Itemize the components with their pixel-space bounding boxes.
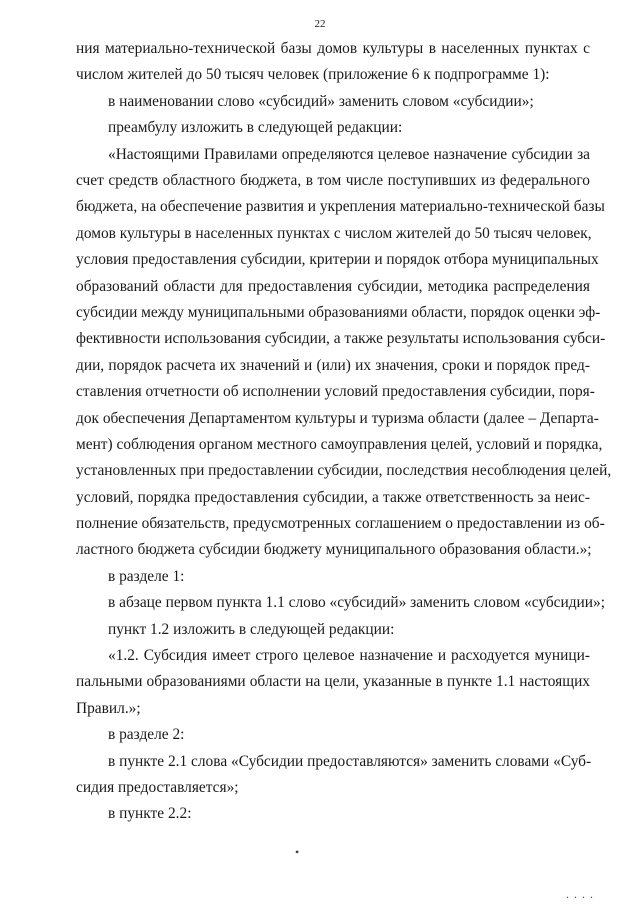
text-line: пальными образованиями области на цели, указанные в пункте 1.1 настоящих <box>76 673 590 690</box>
text-line: док обеспечения Департаментом культуры и туризма области (далее – Департа- <box>76 410 599 427</box>
text-line: полнение обязательств, предусмотренных соглашением о предоставлении из об- <box>76 515 605 532</box>
text-line: счет средств областного бюджета, в том числе поступивших из федерального <box>76 172 590 189</box>
page-number: 22 <box>314 18 326 30</box>
text-line: пункт 1.2 изложить в следующей редакции: <box>108 621 395 638</box>
text-line: в наименовании слово «субсидий» заменить словом «субсидии»; <box>108 93 534 110</box>
text-line: в пункте 2.1 слова «Субсидии предоставляются» заменить словами «Суб- <box>108 753 592 770</box>
text-line: мент) соблюдения органом местного самоуправления целей, условий и порядка, <box>76 436 603 453</box>
scan-speck-mark: • <box>295 845 300 859</box>
scan-corner-marks: . . . . <box>566 887 594 901</box>
text-line: домов культуры в населенных пунктах с числом жителей до 50 тысяч человек, <box>76 225 592 242</box>
text-line: преамбулу изложить в следующей редакции: <box>108 119 403 136</box>
text-line: ставления отчетности об исполнении условий предоставления субсидии, поря- <box>76 383 595 400</box>
text-line: условий, порядка предоставления субсидии, а также ответственность за неис- <box>76 489 590 506</box>
text-line: числом жителей до 50 тысяч человек (приложение 6 к подпрограмме 1): <box>76 66 550 83</box>
text-line: в разделе 2: <box>108 726 185 743</box>
text-line: Правил.»; <box>76 700 141 717</box>
text-line: дии, порядок расчета их значений и (или) их значения, сроки и порядок пред- <box>76 357 590 374</box>
text-line: сидия предоставляется»; <box>76 779 239 796</box>
text-line: «Настоящими Правилами определяются целевое назначение субсидии за <box>108 146 590 163</box>
text-line: бюджета, на обеспечение развития и укрепления материально-технической базы <box>76 198 605 215</box>
text-line: в пункте 2.2: <box>108 805 192 822</box>
text-line: «1.2. Субсидия имеет строго целевое назначение и расходуется муници- <box>108 647 590 664</box>
text-line: в абзаце первом пункта 1.1 слово «субсидий» заменить словом «субсидии»; <box>108 594 606 611</box>
text-line: ния материально-технической базы домов культуры в населенных пунктах с <box>76 40 590 57</box>
text-line: установленных при предоставлении субсидии, последствия несоблюдения целей, <box>76 462 612 479</box>
text-line: фективности использования субсидии, а также результаты использования субси- <box>76 330 606 347</box>
text-line: субсидии между муниципальными образованиями области, порядок оценки эф- <box>76 304 601 321</box>
text-line: образований области для предоставления субсидии, методика распределения <box>76 278 590 295</box>
text-line: в разделе 1: <box>108 568 185 585</box>
text-line: ластного бюджета субсидии бюджету муниципального образования области.»; <box>76 541 592 558</box>
text-line: условия предоставления субсидии, критерии и порядок отбора муниципальных <box>76 251 599 268</box>
